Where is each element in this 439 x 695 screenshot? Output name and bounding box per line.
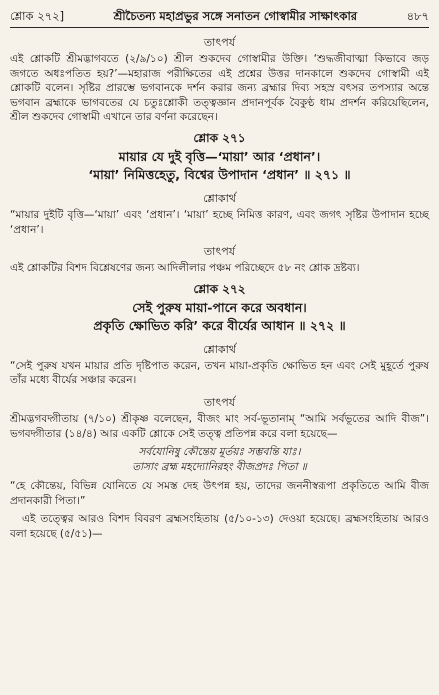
header-chapter-title: শ্রীচৈতন্য মহাপ্রভুর সঙ্গে সনাতন গোস্বামীর সাক্ষাৎকার <box>113 9 358 23</box>
shlokartha-paragraph-1: “মায়ার দুইটি বৃত্তি—‘মায়া’ এবং ‘প্রধান’। ‘মায়া’ হচ্ছে নিমিত্ত কারণ, এবং জগৎ সৃষ্টির উপাদান হচ্ছে ‘প্রধান’। <box>10 208 429 236</box>
closing-paragraph: এই তত্ত্বের আরও বিশদ বিবরণ ব্রহ্মসংহিতায় (৫/১০-১৩) দেওয়া হয়েছে। ব্রহ্মসংহিতায় আরও বলা হয়েছে (৫/৫১)— <box>10 513 429 540</box>
page-header <box>10 8 429 28</box>
shloka-271-heading: শ্লোক ২৭১ <box>193 130 246 145</box>
sanskrit-line-2: তাসাং ব্রহ্ম মহদ্যোনিরহং বীজপ্রদঃ পিতা ॥ <box>132 461 307 474</box>
tatparya-paragraph-3: শ্রীমদ্ভগবদ্গীতায় (৭/১০) শ্রীকৃষ্ণ বলেছেন, বীজং মাং সর্ব-ভূতানাম্ “আমি সর্বভূতের আদি বীজ”। ভগবদ্গীতার (১৪/৪) আর একটি শ্লোকে সেই তত্ত্ব প্রতিপন্ন করে বলা হয়েছে— <box>10 412 429 440</box>
header-verse-ref: শ্লোক ২৭২] <box>10 9 65 23</box>
shloka-272-line-1: সেই পুরুষ মায়া-পানে করে অবধান। <box>132 299 307 315</box>
sanskrit-verse <box>10 445 429 475</box>
shloka-272-heading: শ্লোক ২৭২ <box>193 281 246 296</box>
tatparya-heading-2: তাৎপর্য <box>203 245 236 259</box>
shlokartha-heading-1: শ্লোকার্থ <box>203 191 236 205</box>
tatparya-paragraph-2: এই শ্লোকটির বিশদ বিশ্লেষণের জন্য আদিলীলার পঞ্চম পরিচ্ছেদে ৫৮ নং শ্লোক দ্রষ্টব্য। <box>10 262 360 275</box>
shloka-271-line-1: মায়ার যে দুই বৃত্তি—‘মায়া’ আর ‘প্রধান’। <box>118 148 321 164</box>
tatparya-paragraph-1: এই শ্লোকটি শ্রীমদ্ভাগবতে (২/৯/১০) শ্রীল শুকদেব গোস্বামীর উক্তি। ‘শুদ্ধজীবাত্মা কিভাবে জড় জগতে অধঃপতিত হয়?’—মহারাজ পরীক্ষিতের এই প্রশ্নের উত্তর দানকালে শুকদেব গোস্বামী এই শ্লোকটি বলেন। সৃষ্টির প্রারম্ভে ভগবানকে দর্শন করার জন্য ব্রহ্মার দিব্য সহস্র বৎসর তপস্যার অন্তে ভগবান ব্রহ্মাকে ভাগবতের যে চতুঃশ্লোকী তত্ত্বজ্ঞান প্রদানপূর্বক বৈকুণ্ঠ ধাম প্রদর্শন করিয়েছিলেন, শ্রীল শুকদেব গোস্বামী এখানে তার বর্ণনা করেছেন। <box>10 53 429 124</box>
shloka-272-line-2: প্রকৃতি ক্ষোভিত করি’ করে বীর্যের আধান ॥ ২৭২ ॥ <box>93 317 346 333</box>
shloka-271-line-2: ‘মায়া’ নিমিত্তহেতু, বিশ্বের উপাদান ‘প্রধান’ ॥ ২৭১ ॥ <box>88 166 351 182</box>
tatparya-heading-3: তাৎপর্য <box>203 395 236 409</box>
tatparya-heading-1: তাৎপর্য <box>203 36 236 49</box>
shlokartha-paragraph-2: “সেই পুরুষ যখন মায়ার প্রতি দৃষ্টিপাত করেন, তখন মায়া-প্রকৃতি ক্ষোভিত হন এবং সেই মুহূর্তে পুরুষ তাঁর মধ্যে বীর্যের সঞ্চার করেন। <box>10 359 429 387</box>
shlokartha-heading-2: শ্লোকার্থ <box>203 342 236 356</box>
header-page-number: ৪৮৭ <box>406 9 429 23</box>
sanskrit-line-1: সর্বযোনিষু কৌন্তেয় মূর্তয়ঃ সম্ভবন্তি যাঃ। <box>138 446 301 459</box>
translation-paragraph: “হে কৌন্তেয়, বিভিন্ন যোনিতে যে সমস্ত দেহ উৎপন্ন হয়, তাদের জননীস্বরূপা প্রকৃতিতে আমি বীজ প্রদানকারী পিতা।” <box>10 480 429 507</box>
